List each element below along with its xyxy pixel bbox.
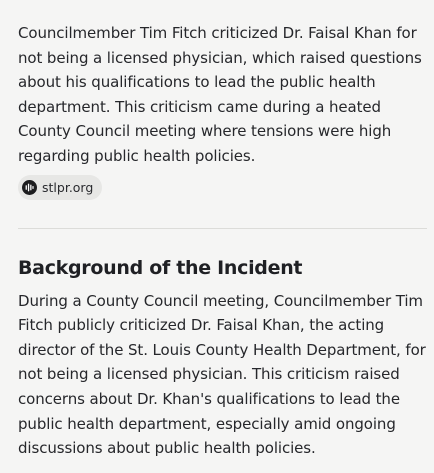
summary-paragraph: Councilmember Tim Fitch criticized Dr. Faisal Khan for not being a licensed physician, which raised questions about his qualifications to lead the public health department. This criticism came during a heated County Council meeting where tensions were high regarding public health policies. (18, 24, 422, 165)
background-paragraph: During a County Council meeting, Councilmember Tim Fitch publicly criticized Dr. Faisal Khan, the acting director of the St. Louis County Health Department, for not being a licensed physician. This criticism raised concerns about Dr. Khan's qualifications to lead the public health department, especially amid ongoing discussions about public health policies. (18, 291, 426, 458)
section-divider (18, 228, 427, 229)
article-content (18, 21, 427, 461)
section-heading: Background of the Incident (18, 256, 303, 279)
audio-waveform-icon (22, 180, 37, 195)
source-label: stlpr.org (42, 179, 94, 195)
source-chip[interactable] (18, 175, 102, 200)
